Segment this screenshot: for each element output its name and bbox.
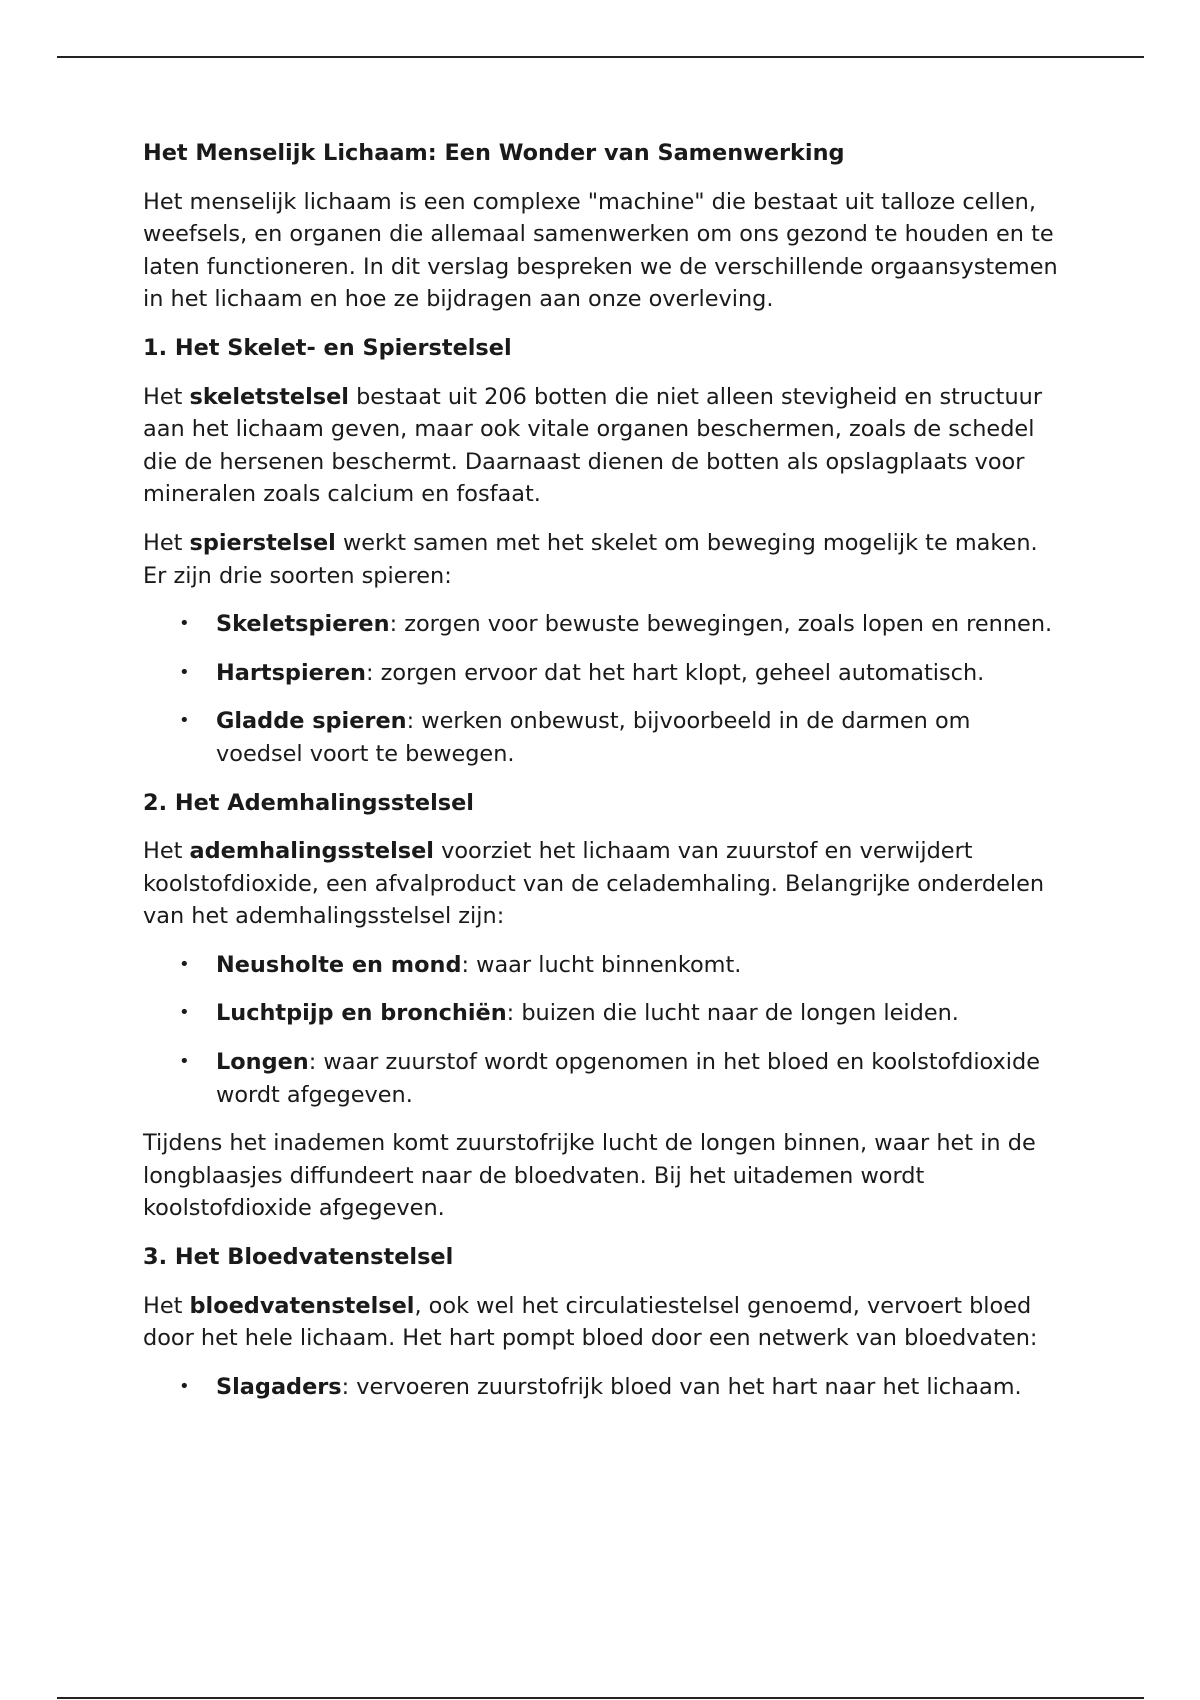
bullet-icon: • bbox=[179, 613, 190, 635]
list-bloedvaten bbox=[143, 1371, 1063, 1404]
bullet-icon: • bbox=[179, 1051, 190, 1073]
intro-paragraph: Het menselijk lichaam is een complexe "machine" die bestaat uit talloze cellen, weefsels, en organen die allemaal samenwerken om ons gezond te houden en te laten functioneren. In dit verslag bespreken we de verschillende orgaansystemen in het lichaam en hoe ze bijdragen aan onze overleving. bbox=[143, 188, 1058, 313]
text-run: Het bbox=[143, 529, 190, 556]
footer-rule bbox=[57, 1697, 1144, 1699]
paragraph-inademen: Tijdens het inademen komt zuurstofrijke lucht de longen binnen, waar het in de longblaasjes diffundeert naar de bloedvaten. Bij het uitademen wordt koolstofdioxide afgegeven. bbox=[143, 1130, 1036, 1222]
list-item bbox=[143, 608, 1063, 641]
list-item bbox=[143, 949, 1063, 982]
bold-term: skeletstelsel bbox=[189, 383, 349, 410]
list-spiersoorten bbox=[143, 608, 1063, 770]
list-term: Luchtpijp en bronchiën bbox=[216, 1000, 507, 1027]
text-run: voorziet het lichaam van zuurstof en verwijdert koolstofdioxide, een afvalproduct van de celademhaling. Belangrijke onderdelen van het ademhalingsstelsel zijn: bbox=[143, 838, 1045, 930]
text-run: Het bbox=[143, 1292, 190, 1319]
bullet-icon: • bbox=[179, 661, 190, 683]
bullet-icon: • bbox=[179, 1375, 190, 1397]
list-desc: : buizen die lucht naar de longen leiden. bbox=[506, 1000, 959, 1027]
text-run: werkt samen met het skelet om beweging mogelijk te maken. Er zijn drie soorten spieren: bbox=[143, 529, 1038, 589]
bold-term: ademhalingsstelsel bbox=[189, 838, 434, 865]
list-item bbox=[143, 1046, 1063, 1111]
list-desc: : zorgen ervoor dat het hart klopt, geheel automatisch. bbox=[365, 659, 985, 686]
document-body bbox=[143, 137, 1063, 1419]
list-term: Skeletspieren bbox=[216, 611, 390, 638]
list-term: Neusholte en mond bbox=[216, 951, 462, 978]
bold-term: spierstelsel bbox=[189, 529, 336, 556]
paragraph-skeletstelsel bbox=[143, 381, 1063, 511]
list-term: Gladde spieren bbox=[216, 708, 407, 735]
list-item bbox=[143, 657, 1063, 690]
list-desc: : waar lucht binnenkomt. bbox=[461, 951, 742, 978]
bullet-icon: • bbox=[179, 953, 190, 975]
list-desc: : zorgen voor bewuste bewegingen, zoals lopen en rennen. bbox=[389, 611, 1053, 638]
list-ademhaling-onderdelen bbox=[143, 949, 1063, 1111]
text-run: , ook wel het circulatiestelsel genoemd, vervoert bloed door het hele lichaam. Het hart pompt bloed door een netwerk van bloedvaten: bbox=[143, 1292, 1038, 1352]
text-run: Het bbox=[143, 383, 190, 410]
header-rule bbox=[57, 56, 1144, 58]
list-item bbox=[143, 1371, 1063, 1404]
section-heading-bloedvaten: 3. Het Bloedvatenstelsel bbox=[143, 1244, 454, 1271]
list-desc: : werken onbewust, bijvoorbeeld in de darmen om voedsel voort te bewegen. bbox=[216, 708, 971, 767]
paragraph-ademhalingsstelsel bbox=[143, 835, 1063, 933]
section-heading-skelet: 1. Het Skelet- en Spierstelsel bbox=[143, 334, 512, 361]
list-item bbox=[143, 705, 1063, 770]
text-run: Het bbox=[143, 838, 190, 865]
bullet-icon: • bbox=[179, 710, 190, 732]
list-desc: : waar zuurstof wordt opgenomen in het bloed en koolstofdioxide wordt afgegeven. bbox=[216, 1049, 1041, 1108]
bold-term: bloedvatenstelsel bbox=[189, 1292, 415, 1319]
bullet-icon: • bbox=[179, 1002, 190, 1024]
paragraph-spierstelsel bbox=[143, 527, 1063, 592]
list-term: Longen bbox=[216, 1049, 309, 1076]
list-desc: : vervoeren zuurstofrijk bloed van het hart naar het lichaam. bbox=[341, 1373, 1022, 1400]
list-term: Slagaders bbox=[216, 1373, 342, 1400]
list-item bbox=[143, 997, 1063, 1030]
document-title: Het Menselijk Lichaam: Een Wonder van Samenwerking bbox=[143, 140, 845, 166]
section-heading-ademhaling: 2. Het Ademhalingsstelsel bbox=[143, 789, 474, 816]
paragraph-bloedvatenstelsel bbox=[143, 1290, 1063, 1355]
list-term: Hartspieren bbox=[216, 659, 366, 686]
text-run: bestaat uit 206 botten die niet alleen stevigheid en structuur aan het lichaam geven, maar ook vitale organen beschermen, zoals de schedel die de hersenen beschermt. Daarnaast dienen de botten als opslagplaats voor mineralen zoals calcium en fosfaat. bbox=[143, 383, 1043, 508]
